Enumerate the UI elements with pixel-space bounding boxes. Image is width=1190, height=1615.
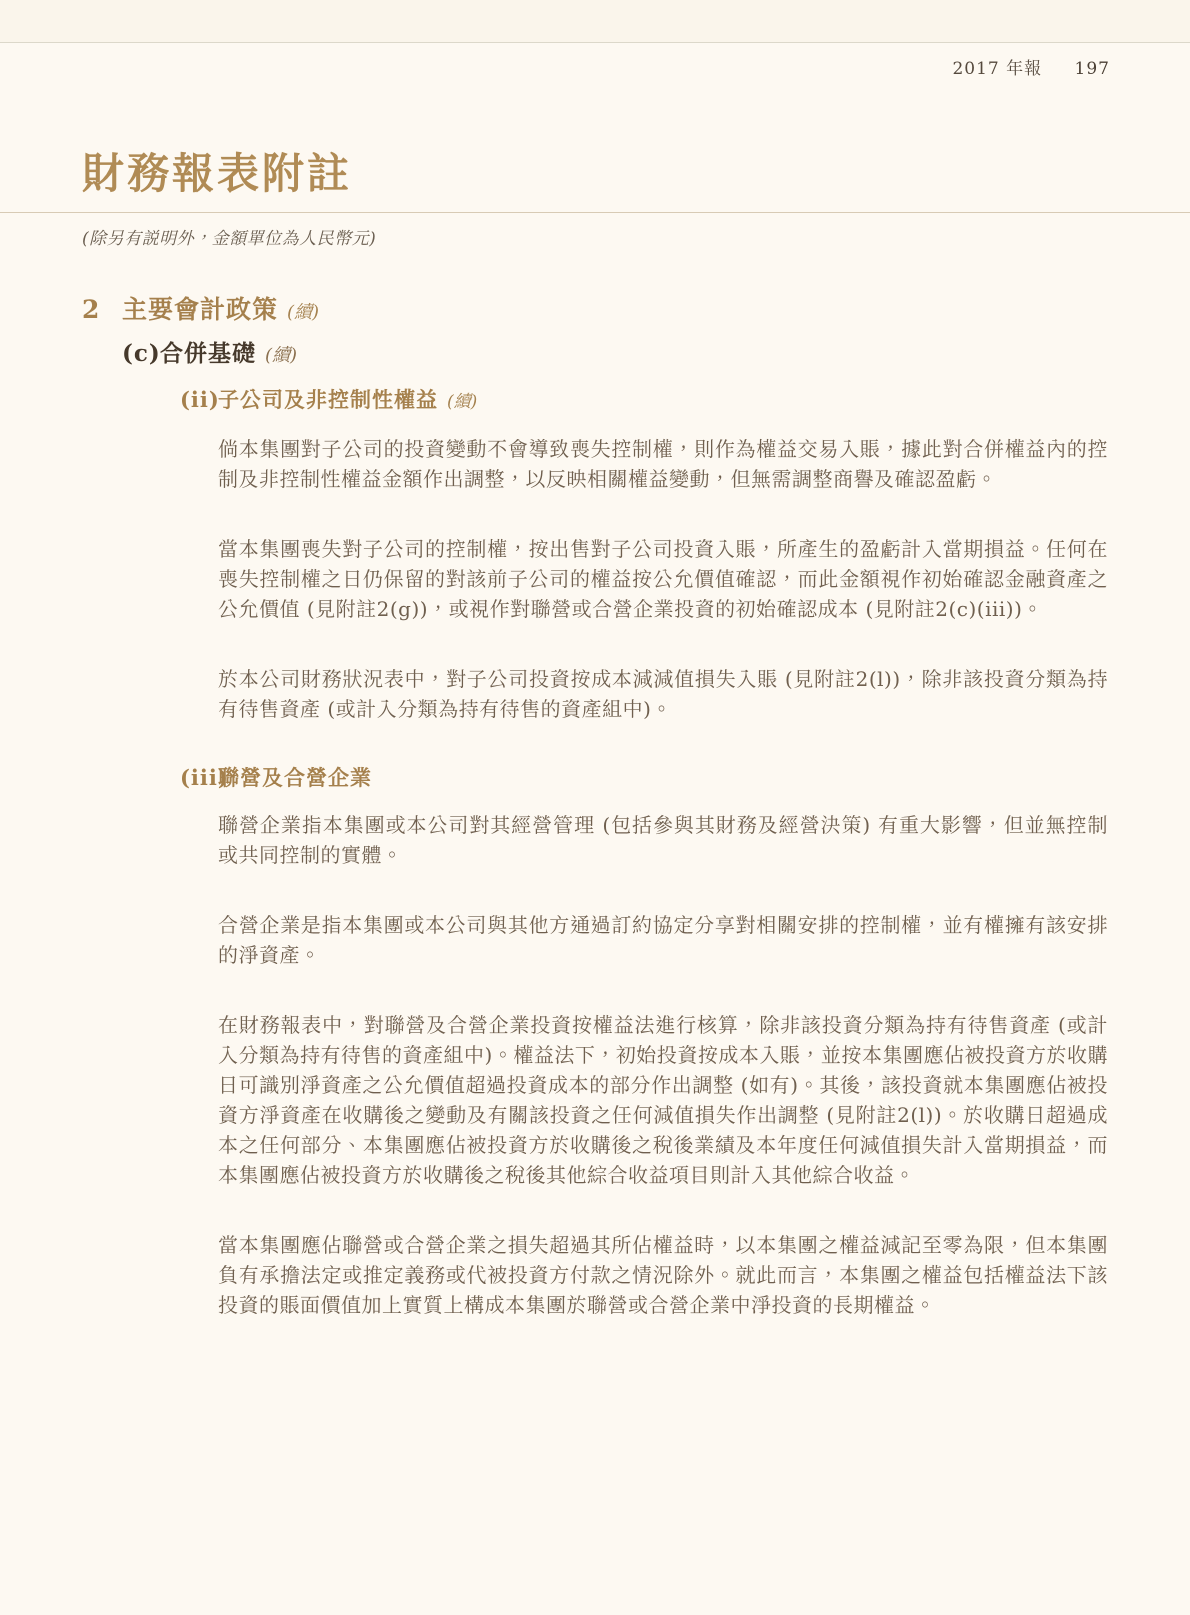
subsection-heading: [122, 339, 1108, 371]
paragraph: 聯營企業指本集團或本公司對其經營管理 (包括參與其財務及經營決策) 有重大影響，但並無控制或共同控制的實體。: [218, 813, 1108, 867]
paragraph: 於本公司財務狀況表中，對子公司投資按成本減減值損失入賬 (見附註2(l))，除非該投資分類為持有待售資產 (或計入分類為持有待售的資產組中)。: [218, 667, 1108, 721]
document-title: 財務報表附註: [82, 149, 353, 198]
item-iii-title: 聯營及合營企業: [218, 765, 372, 790]
page-header: [0, 54, 1190, 79]
item-iii-label: (iii): [180, 765, 229, 790]
item-iii: [180, 764, 1108, 1320]
item-ii: [180, 386, 1108, 724]
item-ii-heading: [180, 386, 1108, 416]
section-title: 主要會計政策: [122, 295, 279, 324]
subsection-label: (c): [122, 340, 161, 367]
item-iii-body: [218, 810, 1108, 1320]
currency-note: (除另有説明外，金額單位為人民幣元): [82, 229, 377, 249]
subsection-c: [122, 339, 1108, 1320]
item-ii-title: 子公司及非控制性權益: [218, 387, 438, 412]
section-heading: [82, 295, 1108, 328]
report-year-label: 2017 年報: [952, 59, 1043, 79]
paragraph: 倘本集團對子公司的投資變動不會導致喪失控制權，則作為權益交易入賬，據此對合併權益內的控制及非控制性權益金額作出調整，以反映相關權益變動，但無需調整商譽及確認盈虧。: [218, 437, 1108, 491]
item-ii-label: (ii): [180, 387, 220, 412]
paragraph: 當本集團喪失對子公司的控制權，按出售對子公司投資入賬，所產生的盈虧計入當期損益。任何在喪失控制權之日仍保留的對該前子公司的權益按公允價值確認，而此金額視作初始確認金融資產之公允價值 (見附註2(g))，或視作對聯營或合營企業投資的初始確認成本 (見附註2(c)(iii))。: [218, 537, 1108, 621]
item-ii-body: [218, 434, 1108, 724]
subsection-continued-label: (續): [265, 345, 298, 366]
paragraph: 當本集團應佔聯營或合營企業之損失超過其所佔權益時，以本集團之權益減記至零為限，但本集團負有承擔法定或推定義務或代被投資方付款之情況除外。就此而言，本集團之權益包括權益法下該投資的賬面價值加上實質上構成本集團於聯營或合營企業中淨投資的長期權益。: [218, 1233, 1108, 1317]
paragraph: 合營企業是指本集團或本公司與其他方通過訂約協定分享對相關安排的控制權，並有權擁有該安排的淨資產。: [218, 913, 1108, 967]
subsection-title: 合併基礎: [160, 340, 256, 367]
paragraph: 在財務報表中，對聯營及合營企業投資按權益法進行核算，除非該投資分類為持有待售資產 (或計入分類為持有待售的資產組中)。權益法下，初始投資按成本入賬，並按本集團應佔被投資方於收購日可識別淨資產之公允價值超過投資成本的部分作出調整 (如有)。其後，該投資就本集團應佔被投資方淨資產在收購後之變動及有關該投資之任何減值損失作出調整 (見附註2(l))。於收購日超過成本之任何部分、本集團應佔被投資方於收購後之稅後業績及本年度任何減值損失計入當期損益，而本集團應佔被投資方於收購後之稅後其他綜合收益項目則計入其他綜合收益。: [218, 1013, 1108, 1187]
section-continued-label: (續): [287, 302, 320, 323]
item-ii-continued-label: (續): [447, 392, 478, 412]
section-number: 2: [82, 295, 101, 324]
page-top-rule: [0, 0, 1190, 43]
section-2: [82, 295, 1108, 1320]
page-number: 197: [1074, 59, 1110, 79]
item-iii-heading: [180, 764, 1108, 792]
title-rule: [0, 212, 1190, 213]
